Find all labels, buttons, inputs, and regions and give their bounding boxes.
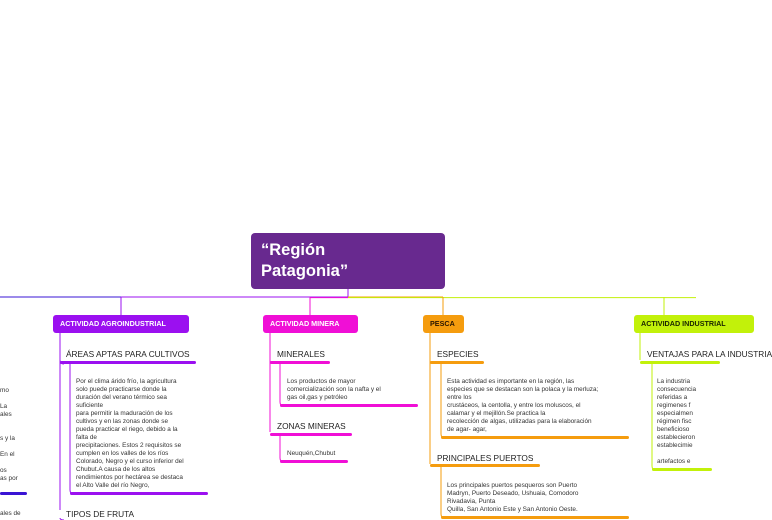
topic-zonas-mineras-text-underline (280, 460, 348, 463)
topic-principales-puertos-text-underline (441, 516, 629, 519)
topic-minerales-text[interactable]: Los productos de mayor comercialización son la nafta y el gas oil,gas y petróleo (287, 378, 381, 401)
left-text-fragment: En el (0, 451, 15, 458)
root-title-line1: “Región (261, 241, 326, 259)
branch-minera[interactable]: ACTIVIDAD MINERA (263, 315, 358, 333)
topic-areas-aptas-text[interactable]: Por el clima árido frío, la agricultura solo puede practicarse donde la duración del verano térmico sea suficiente para permitir la maduración de los cultivos y en las zonas donde se pueda practicar el riego, debido a la falta de precipitaciones. Estos 2 requisitos se cumplen en los valles de los ríos Colorado, Negro y el curso inferior del Chubut.A causa de los altos rendimientos por hectárea se destaca el Alto Valle del río Negro, (76, 378, 184, 489)
topic-minerales-underline (270, 361, 330, 364)
topic-principales-puertos[interactable]: PRINCIPALES PUERTOS (437, 453, 534, 463)
topic-especies[interactable]: ESPECIES (437, 349, 479, 359)
topic-minerales[interactable]: MINERALES (277, 349, 325, 359)
topic-especies-underline (430, 361, 484, 364)
topic-zonas-mineras-underline (270, 433, 352, 436)
topic-principales-puertos-text[interactable]: Los principales puertos pesqueros son Puerto Madryn, Puerto Deseado, Ushuaia, Comodoro Rivadavia, Punta Quilla, San Antonio Este y San Antonio Oeste. (447, 482, 579, 513)
branch-industrial[interactable]: ACTIVIDAD INDUSTRIAL (634, 315, 754, 333)
topic-ventajas-industria-text-underline (652, 468, 712, 471)
root-title-line2: Patagonia” (261, 262, 349, 280)
left-text-fragment: s y la (0, 435, 15, 442)
left-text-fragment: La (0, 403, 8, 410)
left-text-fragment: ales (0, 411, 12, 418)
left-text-fragment: mo (0, 387, 9, 394)
topic-zonas-mineras-text[interactable]: Neuquén,Chubut (287, 450, 336, 457)
branch-pesca[interactable]: PESCA (423, 315, 464, 333)
topic-areas-aptas[interactable]: ÁREAS APTAS PARA CULTIVOS (66, 349, 190, 359)
topic-ventajas-industria-underline (640, 361, 720, 364)
root-node[interactable] (251, 233, 445, 289)
left-text-fragment: as por (0, 475, 18, 482)
topic-ventajas-industria-text[interactable]: La industria consecuencia referidas a regimenes f especialmen régimen fisc beneficioso establecieron establecimie artefactos e (657, 378, 697, 465)
topic-tipos-de-fruta[interactable]: TIPOS DE FRUTA (66, 509, 135, 519)
topic-principales-puertos-underline (430, 464, 540, 467)
left-branch-underline (0, 492, 27, 495)
left-text-fragment: os (0, 467, 7, 474)
topic-areas-aptas-text-underline (70, 492, 208, 495)
topic-especies-text[interactable]: Esta actividad es importante en la región, las especies que se destacan son la polaca y la merluza; entre los crustáceos, la centolla, y entre los moluscos, el calamar y el mejillón.Se practica la recolección de algas, utilizadas para la elaboración de agar- agar, (447, 378, 599, 433)
topic-zonas-mineras[interactable]: ZONAS MINERAS (277, 421, 346, 431)
topic-areas-aptas-underline (60, 361, 196, 364)
topic-ventajas-industria[interactable]: VENTAJAS PARA LA INDUSTRIA (647, 349, 772, 359)
branch-agroindustrial[interactable]: ACTIVIDAD AGROINDUSTRIAL (53, 315, 189, 333)
topic-especies-text-underline (441, 436, 629, 439)
topic-minerales-text-underline (280, 404, 418, 407)
left-text-fragment: ales de (0, 510, 21, 517)
